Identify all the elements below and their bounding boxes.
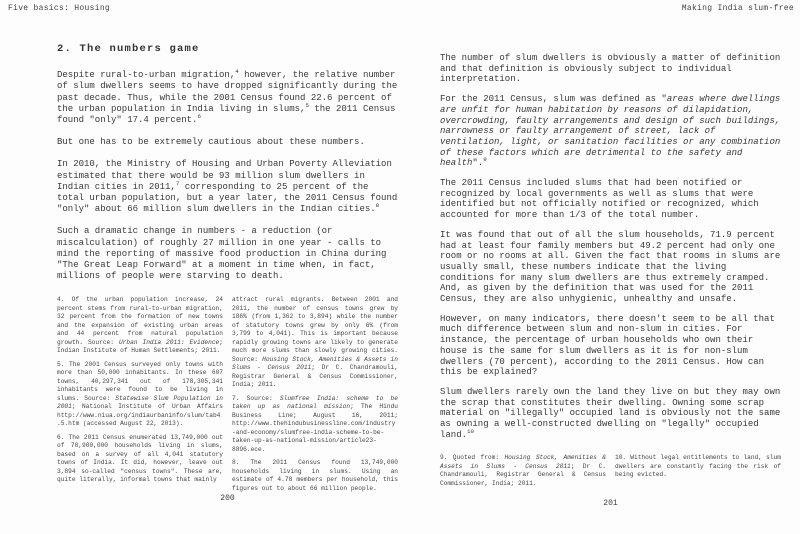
running-header-right: Making India slum-free	[681, 4, 794, 13]
body-paragraph: The 2011 Census included slums that had been notified or recognized by local governments as well as slums that were identified but not officially notified or recognized, which accounted for more than 1/3 of the total number.	[440, 178, 759, 221]
left-page-footnotes	[57, 296, 398, 498]
body-paragraph: But one has to be extremely cautious about these numbers.	[57, 137, 365, 148]
footnote: 7. Source: Slumfree India: scheme to be taken up as national mission; The Hindu Business Line; August 16, 2011; http://www.thehindubusinessline.com/industry-and-economy/slumfree-india-scheme-to-be-taken-up-as-national-mission/article23-8896.ece.	[232, 394, 398, 453]
body-paragraph: It was found that out of all the slum households, 71.9 percent had at least four family members but 49.2 percent had only one room or no rooms at all. Given the fact that rooms in slums are usually small, these numbers indicate that the living conditions for many slum dwellers are thus extremely cramped. And, as given by the definition that was used for the 2011 Census, they are also unhygienic, unhealthy and unsafe.	[440, 229, 781, 305]
body-paragraph: However, on many indicators, there doesn't seem to be all that much difference between slum and non-slum in cities. For instance, the percentage of urban households who own their house is the same for slum dwellers as it is for non-slum dwellers (70 percent), according to the 2011 Census. How can this be explained?	[440, 313, 775, 378]
footnote-column-1	[440, 454, 606, 493]
body-paragraph: For the 2011 Census, slum was defined as "areas where dwellings are unfit for human habitation by reasons of dilapidation, overcrowding, faulty arrangements and design of such buildings, narrowness or faulty arrangement of street, lack of ventilation, light, or sanitation facilities or any combination of these factors which are detrimental to the safety and health".$^9$	[440, 94, 781, 169]
footnote-column-2	[232, 296, 398, 498]
footnote: attract rural migrants. Between 2001 and 2011, the number of census towns grew by 186% (from 1,362 to 3,894) while the number of statutory towns grew by only 6% (from 3,799 to 4,041). This is important because rapidly growing towns are likely to generate much more slums than slowly growing cities. Source: Housing Stock, Amenities & Assets in Slums - Census 2011; Dr C. Chandramouli, Registrar General & Census Commissioner, India; 2011.	[232, 296, 398, 388]
body-paragraph: Such a dramatic change in numbers - a reduction (or miscalculation) of roughly 27 million in one year - calls to mind the reporting of massive food production in China during "The Great Leap Forward" at a moment in time when, in fact, millions of people were starving to death.	[57, 226, 387, 282]
body-paragraph: In 2010, the Ministry of Housing and Urban Poverty Alleviation estimated that there would be 93 million slum dwellers in Indian cities in 2011,$^7$ corresponding to 25 percent of the total urban population, but a year later, the 2011 Census found "only" about 66 million slum dwellers in the Indian cities.$^8$	[57, 159, 398, 215]
page-number-left: 200	[220, 494, 235, 503]
footnote: 8. The 2011 Census found 13,749,000 households living in slums. Using an estimate of 4.78 members per household, this figures out to about 66 million people.	[232, 459, 398, 492]
body-paragraph: Slum dwellers rarely own the land they live on but they may own the scrap that constitutes their dwelling. Owning some scrap material on "illegally" occupied land is obviously not the same as owning a well-constructed dwelling on "legally" occupied land.$^{10}$	[440, 386, 781, 440]
page-number-right: 201	[603, 499, 618, 508]
footnote: 6. The 2011 Census enumerated 13,749,000 out of 78,900,000 households living in slums, based on a survey of all 4,041 statutory towns of India. It did, however, leave out 3,894 so-called "census towns". These are, quite literally, informal towns that mainly	[57, 433, 223, 483]
body-paragraph: The number of slum dwellers is obviously a matter of definition and that definition is obviously subject to individual interpretation.	[440, 53, 781, 85]
footnote: 10. Without legal entitlements to land, slum dwellers are constantly facing the risk of being evicted.	[615, 454, 781, 478]
footnote-column-1	[57, 296, 223, 498]
footnote: 5. The 2001 Census surveyed only towns with more than 50,000 inhabitants. In these 607 towns, 40,297,341 out of 178,305,341 inhabitants were found to be living in slums. Source: Statewise Slum Population in 2001; National Institute of Urban Affairs http://www.niua.org/indiaurbaninfo/slum/tab4.5.htm (accessed August 22, 2013).	[57, 360, 223, 427]
running-header-left: Five basics: Housing	[8, 4, 111, 13]
right-page-footnotes	[440, 454, 781, 493]
footnote: 4. Of the urban population increase, 24 percent stems from rural-to-urban migration, 32 percent from the formation of new towns and the expansion of existing urban areas and 44 percent from natural population growth. Source: Urban India 2011: Evidence; Indian Institute of Human Settlements; 2011.	[57, 296, 223, 354]
body-paragraph: Despite rural-to-urban migration,$^4$ however, the relative number of slum dwellers seems to have dropped significantly during the past decade. Thus, while the 2001 Census found 22.6 percent of the urban population in India living in slums,$^5$ the 2011 Census found "only" 17.4 percent.$^6$	[57, 68, 398, 126]
footnote: 9. Quoted from: Housing Stock, Amenities & Assets in Slums - Census 2011; Dr C. Chandramouli, Registrar General & Census Commissioner, India; 2011.	[440, 454, 606, 487]
right-page-text-block	[440, 53, 781, 450]
left-page-text-block	[57, 44, 398, 293]
footnote-column-2	[615, 454, 781, 493]
section-title: 2. The numbers game	[57, 43, 200, 55]
